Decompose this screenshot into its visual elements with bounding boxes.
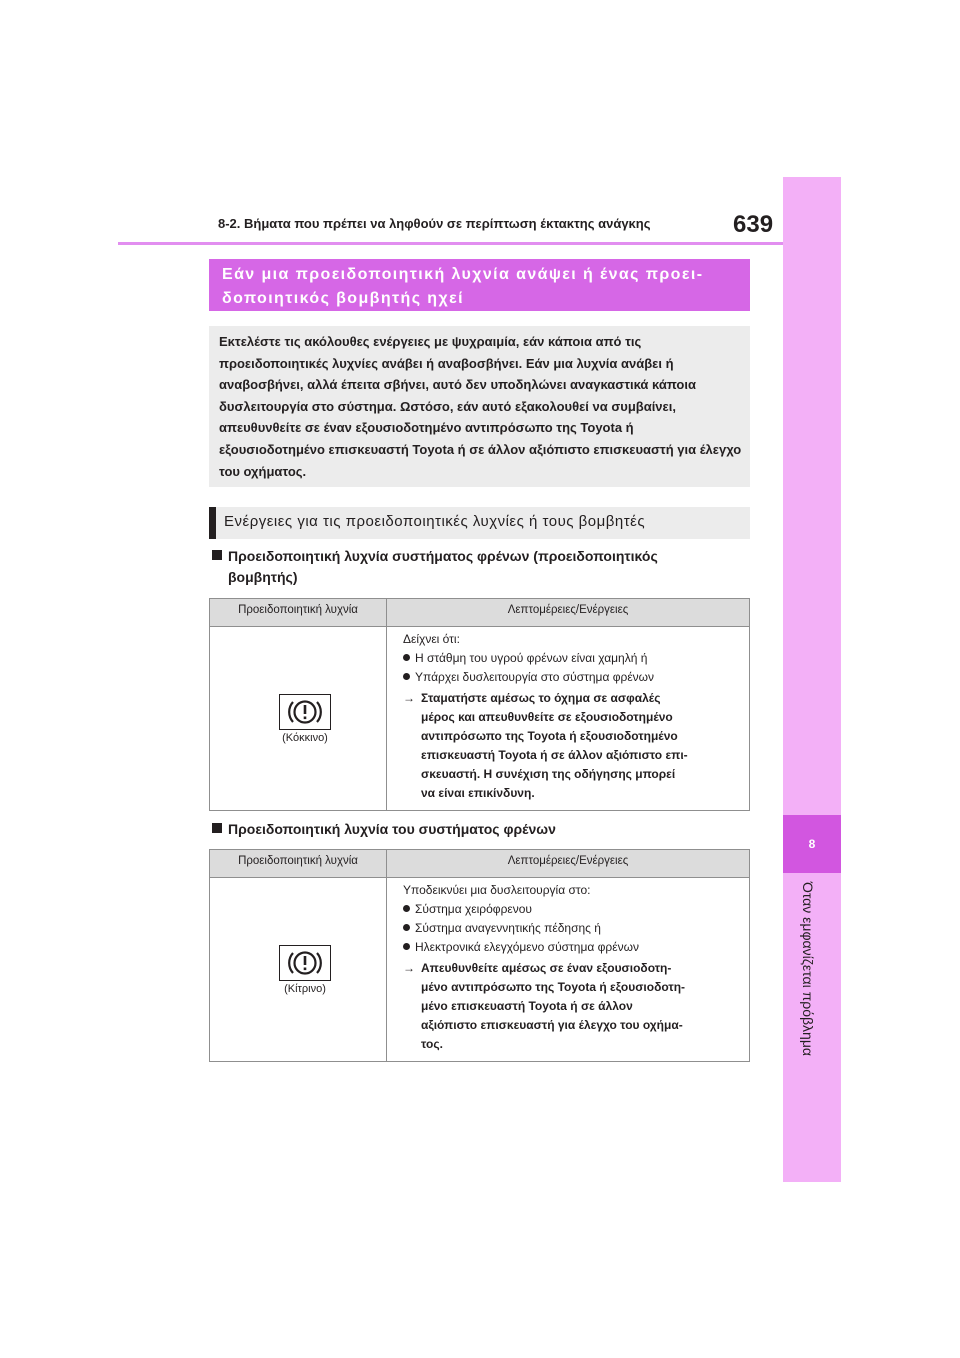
list-item: Σύστημα αναγεννητικής πέδησης ή (403, 919, 748, 938)
page-title (222, 263, 742, 311)
page-title-line1: Εάν μια προειδοποιητική λυχνία ανάψει ή ένας προει- (222, 266, 704, 283)
arrow-right-icon: → (403, 961, 415, 975)
bullet-icon (403, 673, 410, 680)
column-header-details: Λεπτομέρειες/Ενέργειες (507, 604, 629, 616)
subheading-brake-system (212, 819, 742, 840)
bullet-icon (403, 943, 410, 950)
page-number: 639 (733, 211, 774, 238)
list-item: Ηλεκτρονικά ελεγχόμενο σύστημα φρένων (403, 938, 748, 957)
square-bullet-icon (212, 550, 222, 560)
warning-table-brake-yellow (209, 849, 750, 1062)
list-item: Σύστημα χειρόφρενου (403, 900, 748, 919)
column-header-lamp: Προειδοποιητική λυχνία (238, 604, 358, 616)
subheading-text-line2: βομβητής) (228, 569, 298, 585)
details-intro: Δείχνει ότι: (403, 632, 460, 646)
square-bullet-icon (212, 823, 222, 833)
column-divider (386, 599, 387, 810)
section-heading: Ενέργειες για τις προειδοποιητικές λυχνίες ή τους βομβητές (224, 513, 646, 530)
chapter-label-wrap (800, 882, 820, 1082)
arrow-right-icon: → (403, 691, 415, 705)
column-header-details: Λεπτομέρειες/Ενέργειες (507, 855, 629, 867)
lamp-color-caption: (Κίτρινο) (284, 983, 326, 995)
warning-table-brake-red (209, 598, 750, 811)
bullet-icon (403, 905, 410, 912)
subheading-text: Προειδοποιητική λυχνία συστήματος φρένων (προειδοποιητικός (228, 548, 658, 564)
lamp-color-caption: (Κόκκινο) (282, 732, 328, 744)
action-text: → Σταματήστε αμέσως το όχημα σε ασφαλές μέρος και απευθυνθείτε σε εξουσιοδοτημένο αντιπρόσωπο της Toyota ή εξουσιοδοτημένο επισκευαστή Toyota ή σε άλλον αξιόπιστο επι- σκευαστή. Η συνέχιση της οδήγησης μπορεί να είναι επικίνδυνη. (403, 691, 688, 800)
brake-system-warning-icon (279, 945, 331, 981)
page-title-line2: δοποιητικός βομβητής ηχεί (222, 290, 464, 307)
list-item: Η στάθμη του υγρού φρένων είναι χαμηλή ή (403, 649, 748, 668)
table-header (210, 599, 749, 627)
column-divider (386, 850, 387, 1061)
table-header (210, 850, 749, 878)
chapter-number: 8 (783, 815, 841, 873)
details-intro: Υποδεικνύει μια δυσλειτουργία στο: (403, 883, 591, 897)
details-cell (403, 881, 748, 1054)
section-heading-marker (209, 507, 216, 539)
subheading-text: Προειδοποιητική λυχνία του συστήματος φρένων (228, 821, 556, 837)
column-header-lamp: Προειδοποιητική λυχνία (238, 855, 358, 867)
header-rule (118, 242, 783, 245)
list-item: Υπάρχει δυσλειτουργία στο σύστημα φρένων (403, 668, 748, 687)
chapter-label: Όταν εμφανίζεται πρόβλημα (800, 882, 816, 1056)
intro-text: Εκτελέστε τις ακόλουθες ενέργειες με ψυχραιμία, εάν κάποια από τις προειδοποιητικές λυχνίες ανάβει ή αναβοσβήνει. Εάν μια λυχνία ανάβει ή αναβοσβήνει, αλλά έπειτα σβήνει, αυτό δεν υποδηλώνει αναγκαστικά κάποια δυσλειτουργία στο σύστημα. Ωστόσο, εάν αυτό εξακολουθεί να συμβαίνει, απευθυνθείτε σε έναν εξουσιοδοτημένο αντιπρόσωπο της Toyota ή εξουσιοδοτημένο επισκευαστή Toyota ή σε άλλον αξιόπιστο επισκευαστή για έλεγχο του οχήματος. (219, 334, 742, 479)
bullet-icon (403, 924, 410, 931)
subheading-brake-warning (212, 546, 742, 588)
action-text: → Απευθυνθείτε αμέσως σε έναν εξουσιοδοτη- μένο αντιπρόσωπο της Toyota ή εξουσιοδοτη- μένο επισκευαστή Toyota ή σε άλλον αξιόπιστο επισκευαστή για έλεγχο του οχήμα- τος. (403, 961, 686, 1051)
bullet-icon (403, 654, 410, 661)
brake-warning-icon (279, 694, 331, 730)
section-title: 8-2. Βήματα που πρέπει να ληφθούν σε περίπτωση έκτακτης ανάγκης (218, 216, 651, 231)
details-cell (403, 630, 748, 803)
